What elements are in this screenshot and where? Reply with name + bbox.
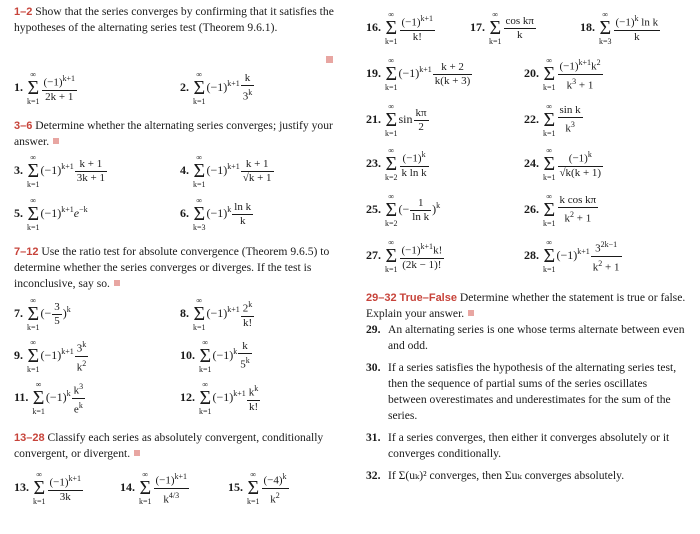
exercise-number: 10. (180, 347, 195, 362)
exercise-26: 26. ∞ Σ k=1 $\frac{\text{k cos kπ}}{k^2 + 1}$ (524, 192, 597, 228)
section-text: Determine whether the statement is true or false. Explain your answer. (366, 291, 686, 320)
exercise-25: 25. ∞ Σ k=2 (− $\frac{1}{\text{ln k}}$ )$^k$ (366, 192, 441, 228)
exercise-number: 3. (14, 162, 23, 177)
exercise-11: 11. ∞ Σ k=1 $(-1)^k$ $\frac{k^3}{e^k}$ (14, 380, 84, 417)
exercise-6: 6. ∞ Σ k=3 $(-1)^k$ $\frac{\text{ln k}}{k}$ (180, 196, 252, 232)
exercise-8: 8. ∞ Σ k=1 $(-1)^{k+1}$ $\frac{2^k}{k!}$ (180, 296, 253, 332)
section-number: 7–12 (14, 246, 39, 258)
exercise-number: 21. (366, 111, 381, 126)
question-text: If a series satisfies the hypothesis of the alternating series test, then the sequence of partial sums of the series oscillates between overestimates and underestimates for the sum of the series. (388, 361, 677, 422)
exercise-9: 9. ∞ Σ k=1 $(-1)^{k+1}$ $\frac{3^k}{k^2}$ (14, 338, 87, 375)
marker-icon (114, 280, 120, 286)
exercise-number: 15. (228, 479, 243, 494)
exercise-12: 12. ∞ Σ k=1 $(-1)^{k+1}$ $\frac{k^k}{k!}$ (180, 380, 259, 416)
section-text: Show that the series converges by confirming that it satisfies the hypotheses of the alternating series test (Theorem 9.6.1). (14, 5, 334, 34)
marker-icon (468, 310, 474, 316)
exercise-22: 22. ∞ Σ k=1 $\frac{\text{sin k}}{k^3}$ (524, 102, 581, 138)
section-13-28 (14, 430, 336, 462)
exercise-number: 27. (366, 247, 381, 262)
exercise-number: 16. (366, 19, 381, 34)
exercise-14: 14. ∞ Σ k=1 $\frac{(-1)^{k+1}}{k^{4/3}}$ (120, 470, 188, 507)
question-30 (366, 360, 688, 426)
exercise-number: 18. (580, 19, 595, 34)
exercise-number: 24. (524, 155, 539, 170)
exercise-number: 5. (14, 205, 23, 220)
exercise-21: 21. ∞ Σ k=1 sin $\frac{k\pi}{2}$ (366, 102, 427, 138)
exercise-number: 9. (14, 347, 23, 362)
exercise-number: 11. (14, 389, 29, 404)
exercise-2: 2. ∞ Σ k=1 $(-1)^{k+1}$ $\frac{k}{3^k}$ (180, 70, 253, 106)
question-text: If Σ(uₖ)² converges, then Σuₖ converges absolutely. (388, 469, 625, 482)
question-number: 31. (366, 431, 381, 444)
exercise-number: 14. (120, 479, 135, 494)
exercise-number: 23. (366, 155, 381, 170)
exercise-18: 18. ∞ Σ k=3 $\frac{(-1)^k \ln k}{k}$ (580, 10, 659, 46)
exercise-3: 3. ∞ Σ k=1 $(-1)^{k+1}$ $\frac{k + 1}{3k + 1}$ (14, 153, 106, 189)
exercise-number: 20. (524, 65, 539, 80)
exercise-number: 12. (180, 389, 195, 404)
marker-icon (53, 138, 59, 144)
section-number: 29–32 (366, 292, 397, 304)
section-text: Classify each series as absolutely convergent, conditionally convergent, or divergent. (14, 431, 324, 460)
exercise-28: 28. ∞ Σ k=1 $(-1)^{k+1}$ $\frac{3^{2k-1}}{k^2 + 1}$ (524, 238, 620, 275)
question-number: 29. (366, 323, 381, 336)
exercise-number: 19. (366, 65, 381, 80)
exercise-number: 4. (180, 162, 189, 177)
exercise-number: 28. (524, 247, 539, 262)
exercise-number: 25. (366, 201, 381, 216)
marker-icon (326, 56, 333, 63)
exercise-number: 8. (180, 305, 189, 320)
exercise-1: 1. ∞ Σ k=1 $\frac{(-1)^{k+1}}{2k + 1}$ (14, 70, 76, 106)
question-number: 32. (366, 469, 381, 482)
section-number: 1–2 (14, 6, 33, 18)
section-text: Use the ratio test for absolute convergence (Theorem 9.6.5) to determine whether the series converges or diverges. If the test is inconclusive, say so. (14, 245, 330, 290)
question-32 (366, 468, 688, 488)
question-29 (366, 322, 688, 356)
exercise-number: 2. (180, 79, 189, 94)
exercise-5: 5. ∞ Σ k=1 $(-1)^{k+1}e^{-k}$ (14, 196, 88, 232)
exercise-17: 17. ∞ Σ k=1 $\frac{\text{cos kπ}}{k}$ (470, 10, 534, 46)
section-29-32 (366, 290, 688, 322)
exercise-19: 19. ∞ Σ k=1 $(-1)^{k+1}$ $\frac{k + 2}{k(k + 3)}$ (366, 56, 471, 92)
exercise-4: 4. ∞ Σ k=1 $(-1)^{k+1}$ $\frac{k + 1}{√k + 1}$ (180, 153, 272, 189)
exercise-23: 23. ∞ Σ k=2 $\frac{(-1)^k}{\text{k ln k}}$ (366, 146, 427, 182)
exercise-number: 7. (14, 305, 23, 320)
section-label: True–False (399, 292, 457, 304)
exercise-7: 7. ∞ Σ k=1 (− $\frac{3}{5}$ )$^k$ (14, 296, 71, 332)
section-text: Determine whether the alternating series converges; justify your answer. (14, 119, 333, 148)
section-3-6 (14, 118, 336, 150)
exercise-10: 10. ∞ Σ k=1 $(-1)^k$ $\frac{k}{5^k}$ (180, 338, 250, 374)
section-1-2 (14, 4, 334, 36)
question-text: If a series converges, then either it converges absolutely or it converges conditionally. (388, 431, 670, 460)
exercise-number: 6. (180, 205, 189, 220)
exercise-number: 22. (524, 111, 539, 126)
section-number: 3–6 (14, 120, 33, 132)
exercise-16: 16. ∞ Σ k=1 $\frac{(-1)^{k+1}}{k!}$ (366, 10, 434, 46)
exercise-15: 15. ∞ Σ k=1 $\frac{(-4)^k}{k^2}$ (228, 470, 287, 507)
exercise-24: 24. ∞ Σ k=1 $\frac{(-1)^k}{√k(k + 1)}$ (524, 146, 602, 182)
section-number: 13–28 (14, 432, 45, 444)
exercise-number: 13. (14, 479, 29, 494)
section-7-12 (14, 244, 336, 292)
exercise-number: 26. (524, 201, 539, 216)
exercise-13: 13. ∞ Σ k=1 $\frac{(-1)^{k+1}}{3k}$ (14, 470, 82, 506)
question-text: An alternating series is one whose terms alternate between even and odd. (388, 323, 685, 352)
exercise-27: 27. ∞ Σ k=1 $\frac{(-1)^{k+1}k!}{(2k - 1)!}$ (366, 238, 443, 274)
question-number: 30. (366, 361, 381, 374)
question-31 (366, 430, 688, 464)
exercise-number: 1. (14, 79, 23, 94)
marker-icon (134, 450, 140, 456)
exercise-number: 17. (470, 19, 485, 34)
exercise-20: 20. ∞ Σ k=1 $\frac{(-1)^{k+1}k^2}{k^3 + 1}$ (524, 56, 601, 93)
